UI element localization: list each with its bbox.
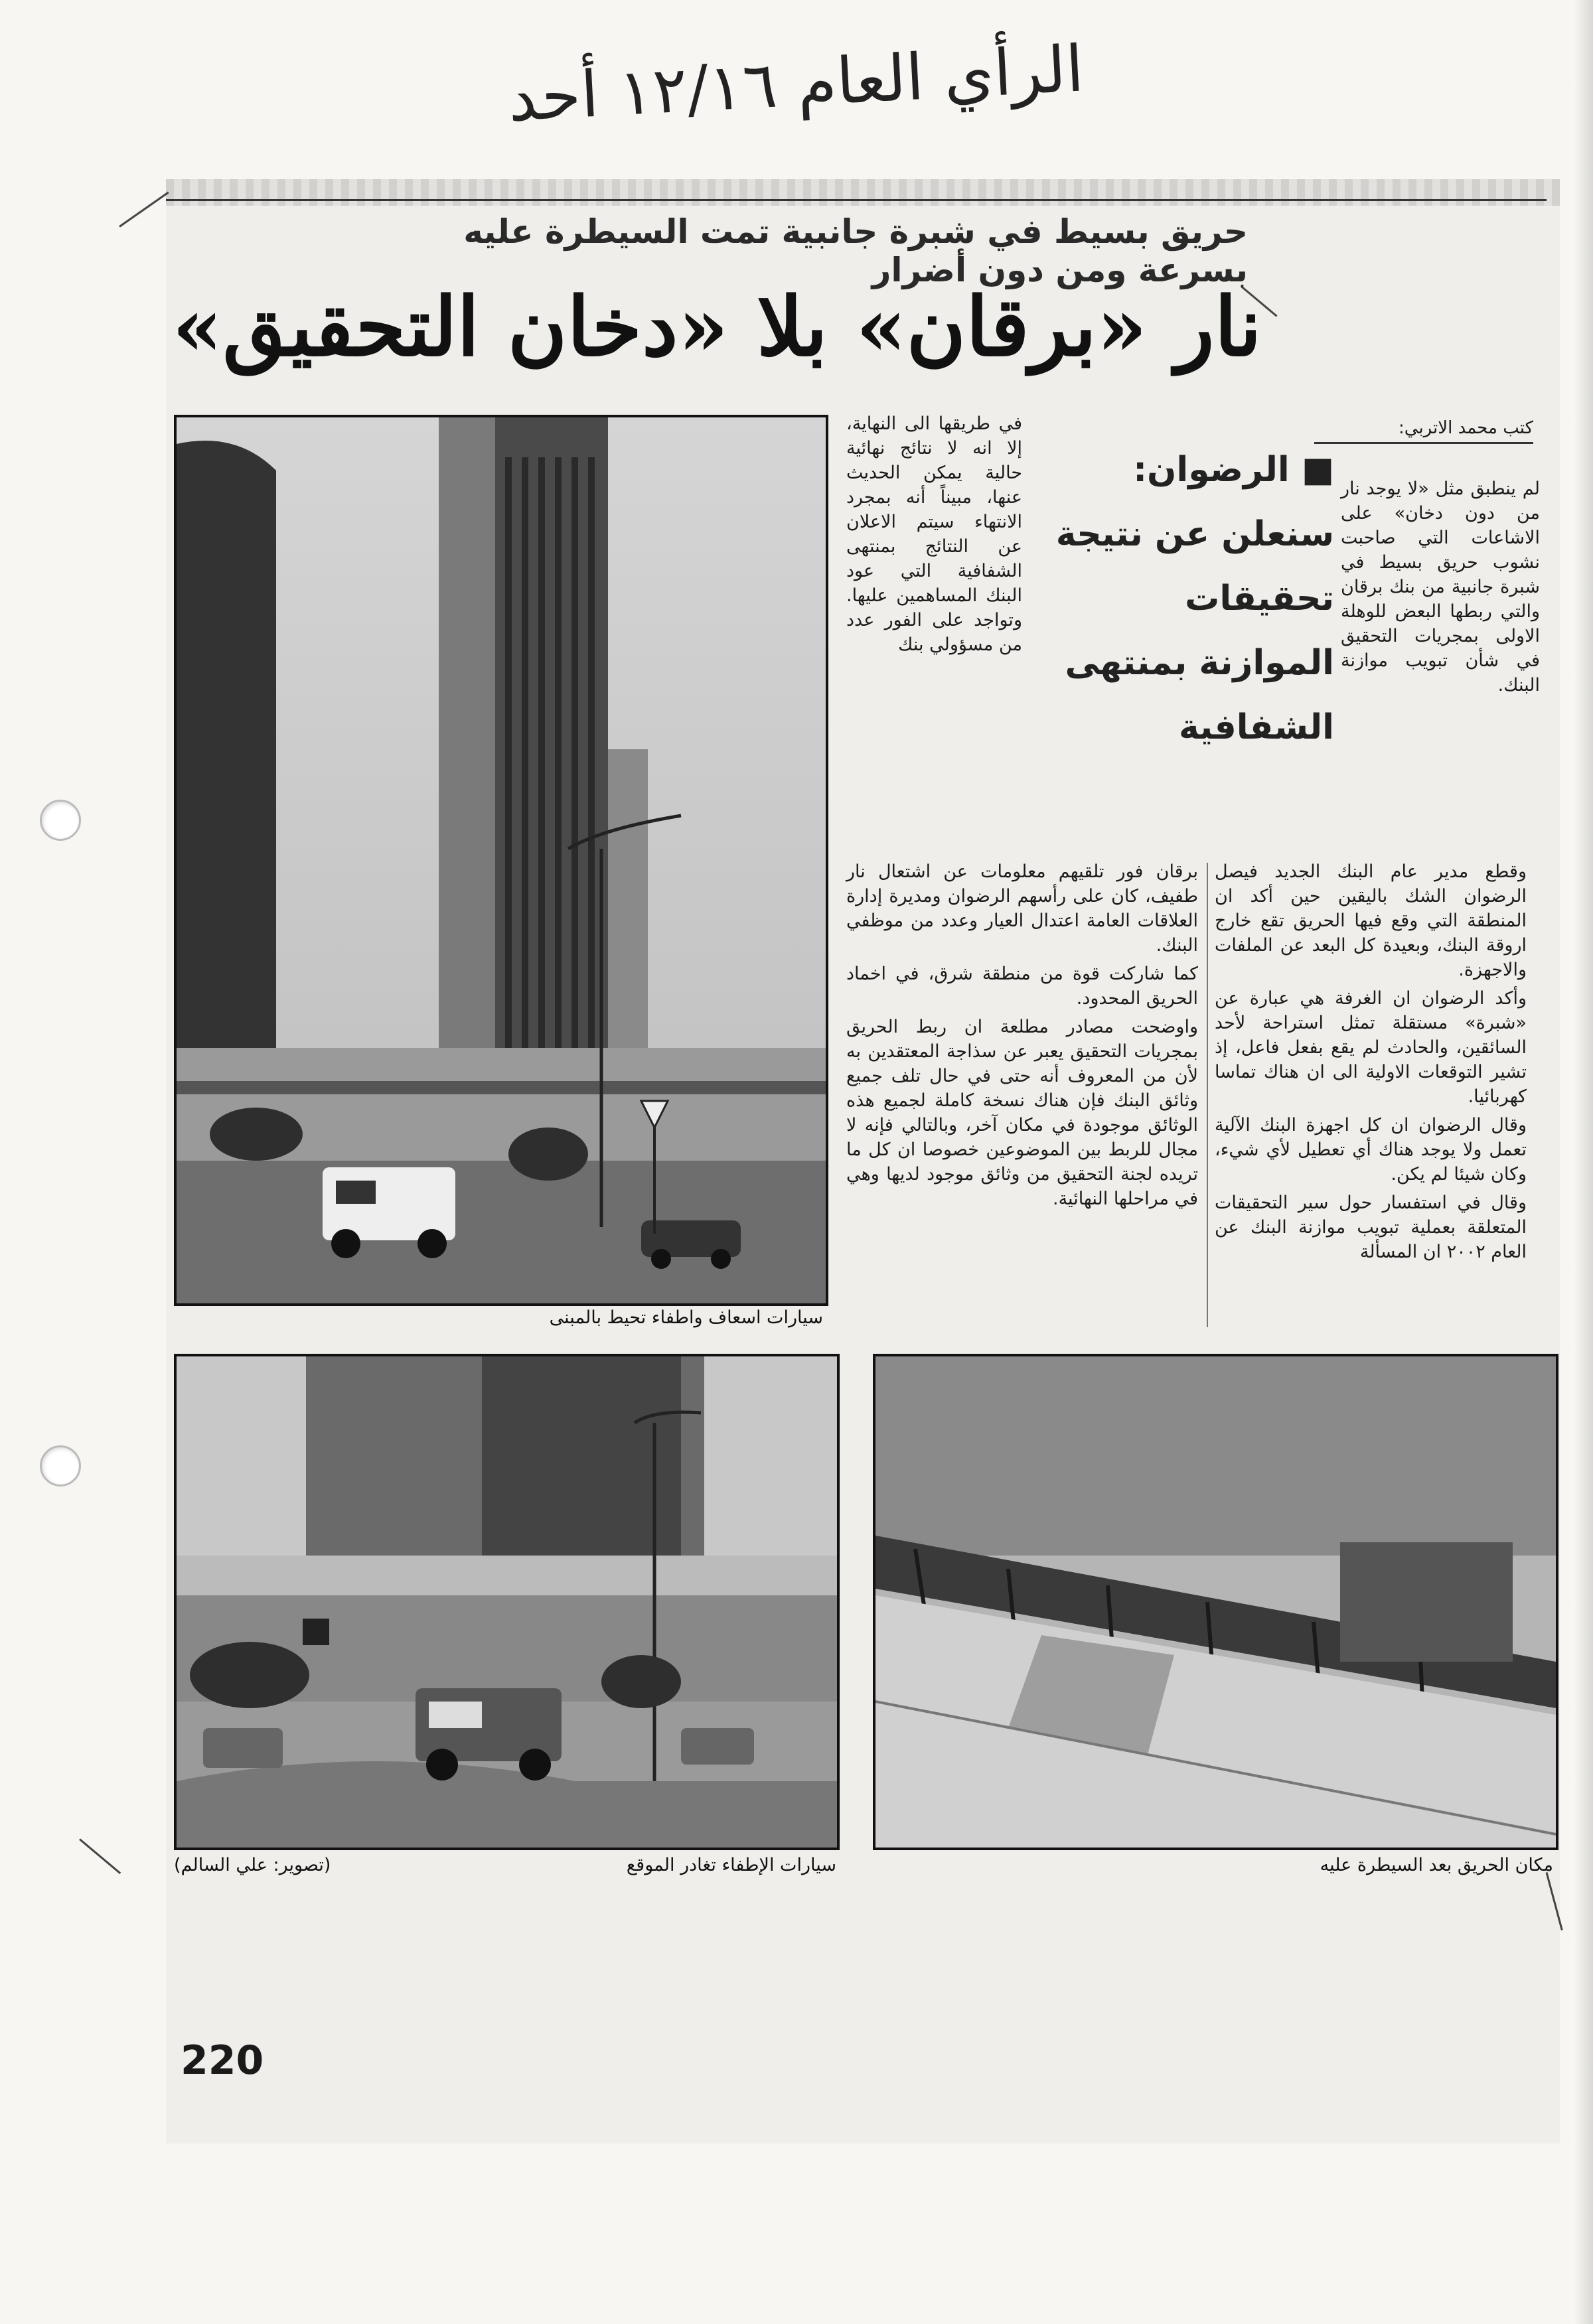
photo-tower-image — [177, 417, 826, 1303]
punch-hole-top — [40, 800, 81, 841]
caption-shed: مكان الحريق بعد السيطرة عليه — [1320, 1855, 1553, 1875]
paragraph: برقان فور تلقيهم معلومات عن اشتعال نار طفيف، كان على رأسهم الرضوان ومديرة إدارة العلاقات العامة اعتدال العيار وعدد من موظفي البنك. — [846, 861, 1198, 956]
handwritten-note: الرأي العام ١٢/١٦ أحد — [506, 31, 1086, 136]
bleed-through-text — [166, 179, 1560, 206]
kicker: حريق بسيط في شبرة جانبية تمت السيطرة عليه بسرعة ومن دون أضرار — [463, 212, 1248, 289]
photo-bank-tower — [174, 415, 828, 1306]
article-column-left-bottom — [846, 859, 1198, 1215]
photo-trucks-image — [177, 1356, 837, 1848]
paragraph: في طريقها الى النهاية، إلا انه لا نتائج نهائية حالية يمكن الحديث عنها، مبيناً أنه بمجرد الانتهاء سيتم الاعلان عن النتائج بمنتهى الشفافية التي عود البنك المساهمين عليها. وتواجد على الفور عدد من مسؤولي بنك — [846, 413, 1022, 655]
paragraph: لم ينطبق مثل «لا يوجد نار من دون دخان» على الاشاعات التي صاحبت نشوب حريق بسيط في شبرة جانبية من بنك برقان والتي ربطها البعض للوهلة الاولى بمجريات التحقيق في شأن تبويب موازنة البنك. — [1341, 478, 1540, 695]
paragraph: وقال في استفسار حول سير التحقيقات المتعلقة بعملية تبويب موازنة البنك عن العام ٢٠٠٢ ان المسألة — [1215, 1193, 1527, 1262]
pen-mark — [79, 1838, 121, 1874]
headline: نار «برقان» بلا «دخان التحقيق» — [172, 279, 1262, 374]
photo-shed-image — [875, 1356, 1556, 1848]
page-edge-shadow — [1574, 0, 1593, 2324]
caption-tower: سيارات اسعاف واطفاء تحيط بالمبنى — [549, 1307, 823, 1328]
article-column-right-bottom — [1215, 859, 1527, 1268]
paragraph: وقطع مدير عام البنك الجديد فيصل الرضوان الشك باليقين حين أكد ان المنطقة التي وقع فيها الحريق تقع خارج اروقة البنك، وبعيدة كل البعد عن الملفات والاجهزة. — [1215, 861, 1527, 980]
paragraph: واوضحت مصادر مطلعة ان ربط الحريق بمجريات التحقيق يعبر عن سذاجة المعتقدين به لأن من المعروف أنه حتى في حال تلف جميع وثائق البنك فإن هناك نسخة كاملة لجميع هذه الوثائق موجودة في مكان آخر، وبالتالي فإنه لا مجال للربط بين الموضوعين خصوصا ان كل ما تريده لجنة التحقيق من وثائق موجود لديها وهي في مراحلها النهائية. — [846, 1017, 1198, 1209]
punch-hole-bottom — [40, 1445, 81, 1487]
byline: كتب محمد الاتربي: — [1314, 418, 1533, 444]
page-number: 220 — [181, 2037, 264, 2084]
article-column-left-top — [846, 411, 1022, 661]
photo-fire-trucks — [174, 1354, 840, 1850]
paragraph: وقال الرضوان ان كل اجهزة البنك الآلية تعمل ولا يوجد هناك أي تعطيل لأي شيء، وكان شيئا لم يكن. — [1215, 1115, 1527, 1185]
pen-mark — [119, 192, 169, 228]
paragraph: وأكد الرضوان ان الغرفة هي عبارة عن «شبرة» مستقلة تمثل استراحة لأحد السائقين، والحادث لم يقع بفعل فاعل، إذ تشير التوقعات الاولية الى ان هناك تماسا كهربائيا. — [1215, 988, 1527, 1107]
paragraph: كما شاركت قوة من منطقة شرق، في اخماد الحريق المحدود. — [846, 964, 1198, 1009]
pull-quote: ■ الرضوان: سنعلن عن نتيجة تحقيقات الموازنة بمنتهى الشفافية — [1055, 450, 1334, 747]
photo-credit: (تصوير: علي السالم) — [174, 1855, 331, 1875]
article-column-right-top — [1341, 476, 1540, 701]
column-divider — [1207, 863, 1208, 1327]
top-rule — [166, 199, 1547, 201]
caption-trucks: سيارات الإطفاء تغادر الموقع — [626, 1855, 836, 1875]
photo-burned-shed — [873, 1354, 1558, 1850]
